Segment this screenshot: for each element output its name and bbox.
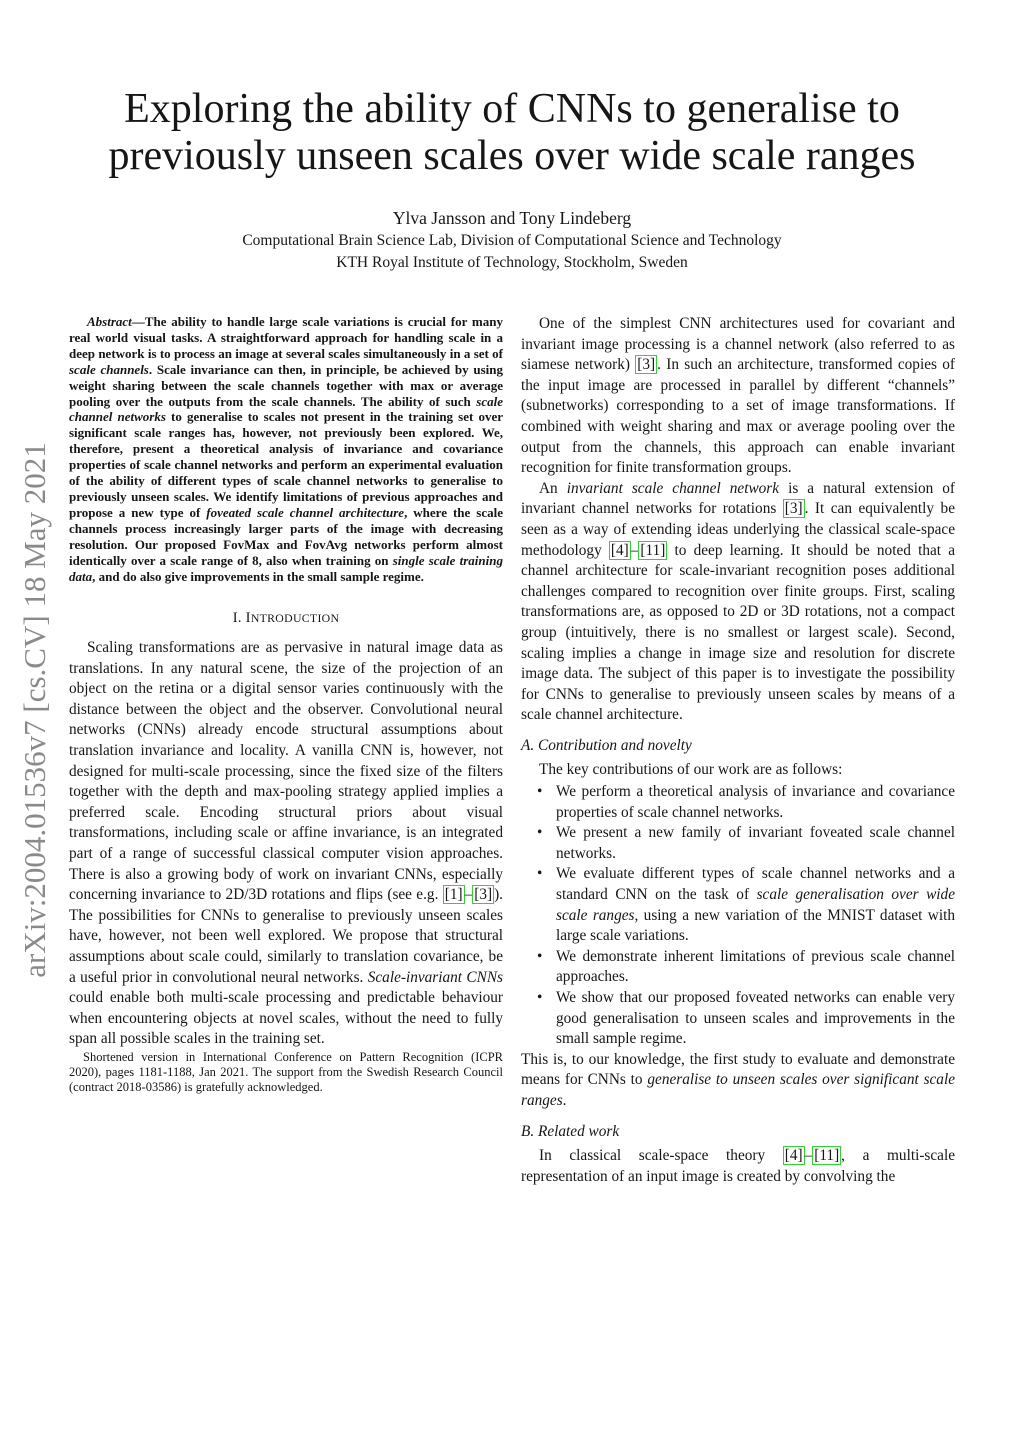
- citation-link[interactable]: [11]: [814, 1147, 840, 1165]
- list-item: • We demonstrate inherent limitations of previous scale channel approaches.: [521, 947, 955, 988]
- right-column: [521, 314, 955, 1187]
- affiliation-line-1: Computational Brain Science Lab, Division of Computational Science and Technology: [242, 232, 782, 249]
- intro-paragraph: Scaling transformations are as pervasive in natural image data as translations. In any natural scene, the size of the projection of an object on the retina or a digital sensor varies continuously with the distance between the object and the observer. Convolutional neural networks (CNNs) already encode structural assumptions about translation invariance and locality. A vanilla CNN is, however, not designed for multi-scale processing, since the fixed size of the filters together with the depth and max-pooling strategy applied implies a preferred scale. Encoding structural priors about visual transformations, including scale or affine invariance, is an integrated part of a range of successful classical computer vision approaches. There is also a growing body of work on invariant CNNs, especially concerning invariance to 2D/3D rotations and flips (see e.g. [1] – [3] ). The possibilities for CNNs to generalise to previously unseen scales have, however, not been well explored. We propose that structural assumptions about scale could, similarly to translation covariance, be a useful prior in convolutional neural networks. Scale-invariant CNNs could enable both multi-scale processing and predictable behaviour when encountering objects at novel scales, without the need to fully span all possible scales in the training set.: [69, 639, 503, 1048]
- citation-link[interactable]: [11]: [640, 541, 666, 559]
- paper-title: Exploring the ability of CNNs to generalise to previously unseen scales over wide scale ranges: [108, 86, 916, 179]
- section-heading-introduction: I. INTRODUCTION: [232, 610, 340, 627]
- contributions-intro: The key contributions of our work are as follows:: [539, 761, 843, 779]
- body-paragraph: This is, to our knowledge, the first study to evaluate and demonstrate means for CNNs to generalise to unseen scales over significant scale ranges.: [521, 1050, 955, 1109]
- contributions-list: [521, 782, 955, 1050]
- list-item: • We present a new family of invariant foveated scale channel networks.: [521, 823, 955, 864]
- citation-link[interactable]: [4]: [610, 541, 629, 559]
- subsection-heading-contribution: A. Contribution and novelty: [521, 736, 692, 754]
- list-item: • We perform a theoretical analysis of invariance and covariance properties of scale channel networks.: [521, 782, 955, 823]
- body-paragraph: An invariant scale channel network is a natural extension of invariant channel networks for rotations [3] . It can equivalently be seen as a way of extending ideas underlying the classical scale-space methodology [4] – [11] to deep learning. It should be noted that a channel architecture for scale-invariant recognition poses additional challenges compared to recognition over finite groups. First, scaling transformations are, as opposed to 2D or 3D rotations, not a compact group (intuitively, there is no smallest or largest scale). Second, scaling implies a change in image size and resolution for discrete image data. The subject of this paper is to investigate the possibility for CNNs to generalise to previously unseen scales by means of a scale channel architecture.: [521, 479, 956, 724]
- list-item: • We evaluate different types of scale channel networks and a standard CNN on the task of scale generalisation over wide scale ranges, using a new variation of the MNIST dataset with large scale variations.: [521, 864, 955, 946]
- citation-link[interactable]: [4]: [784, 1147, 803, 1165]
- affiliation-line-2: KTH Royal Institute of Technology, Stockholm, Sweden: [336, 254, 688, 271]
- footnote: Shortened version in International Conference on Pattern Recognition (ICPR 2020), pages 1181-1188, Jan 2021. The support from the Swedish Research Council (contract 2018-03586) is gratefully acknowledged.: [69, 1049, 503, 1094]
- abstract: Abstract—The ability to handle large scale variations is crucial for many real world visual tasks. A straightforward approach for handling scale in a deep network is to process an image at several scales simultaneously in a set of scale channels. Scale invariance can then, in principle, be achieved by using weight sharing between the scale channels together with max or average pooling over the outputs from the scale channels. The ability of such scale channel networks to generalise to scales not present in the training set over significant scale ranges has, however, not previously been explored. We, therefore, present a theoretical analysis of invariance and covariance properties of scale channel networks and perform an experimental evaluation of the ability of different types of scale channel networks to generalise to previously unseen scales. We identify limitations of previous approaches and propose a new type of foveated scale channel architecture, where the scale channels process increasingly larger parts of the image with decreasing resolution. Our proposed FovMax and FovAvg networks perform almost identically over a scale range of 8, also when training on single scale training data, and do also give improvements in the small sample regime.: [69, 314, 504, 584]
- paper-authors: Ylva Jansson and Tony Lindeberg: [392, 208, 632, 228]
- left-column: [69, 314, 503, 1095]
- citation-link[interactable]: [3]: [784, 500, 803, 518]
- arxiv-stamp: arXiv:2004.01536v7 [cs.CV] 18 May 2021: [17, 442, 52, 978]
- list-item: • We show that our proposed foveated networks can enable very good generalisation to unseen scales and improvements in the small sample regime.: [521, 988, 955, 1050]
- citation-link[interactable]: [3]: [637, 356, 656, 374]
- subsection-heading-related-work: B. Related work: [521, 1122, 620, 1140]
- body-paragraph: In classical scale-space theory [4] – [11] , a multi-scale representation of an input image is created by convolving the: [521, 1147, 955, 1185]
- citation-link[interactable]: [3]: [474, 886, 493, 904]
- body-paragraph: One of the simplest CNN architectures used for covariant and invariant image processing is a channel network (also referred to as siamese network) [3] . In such an architecture, transformed copies of the input image are processed in parallel by different “channels” (subnetworks) corresponding to a set of image transformations. If combined with weight sharing and max or average pooling over the output from the channels, this approach can enable invariant recognition for finite transformation groups.: [521, 315, 955, 477]
- abstract-label: Abstract: [87, 314, 132, 329]
- citation-link[interactable]: [1]: [444, 886, 463, 904]
